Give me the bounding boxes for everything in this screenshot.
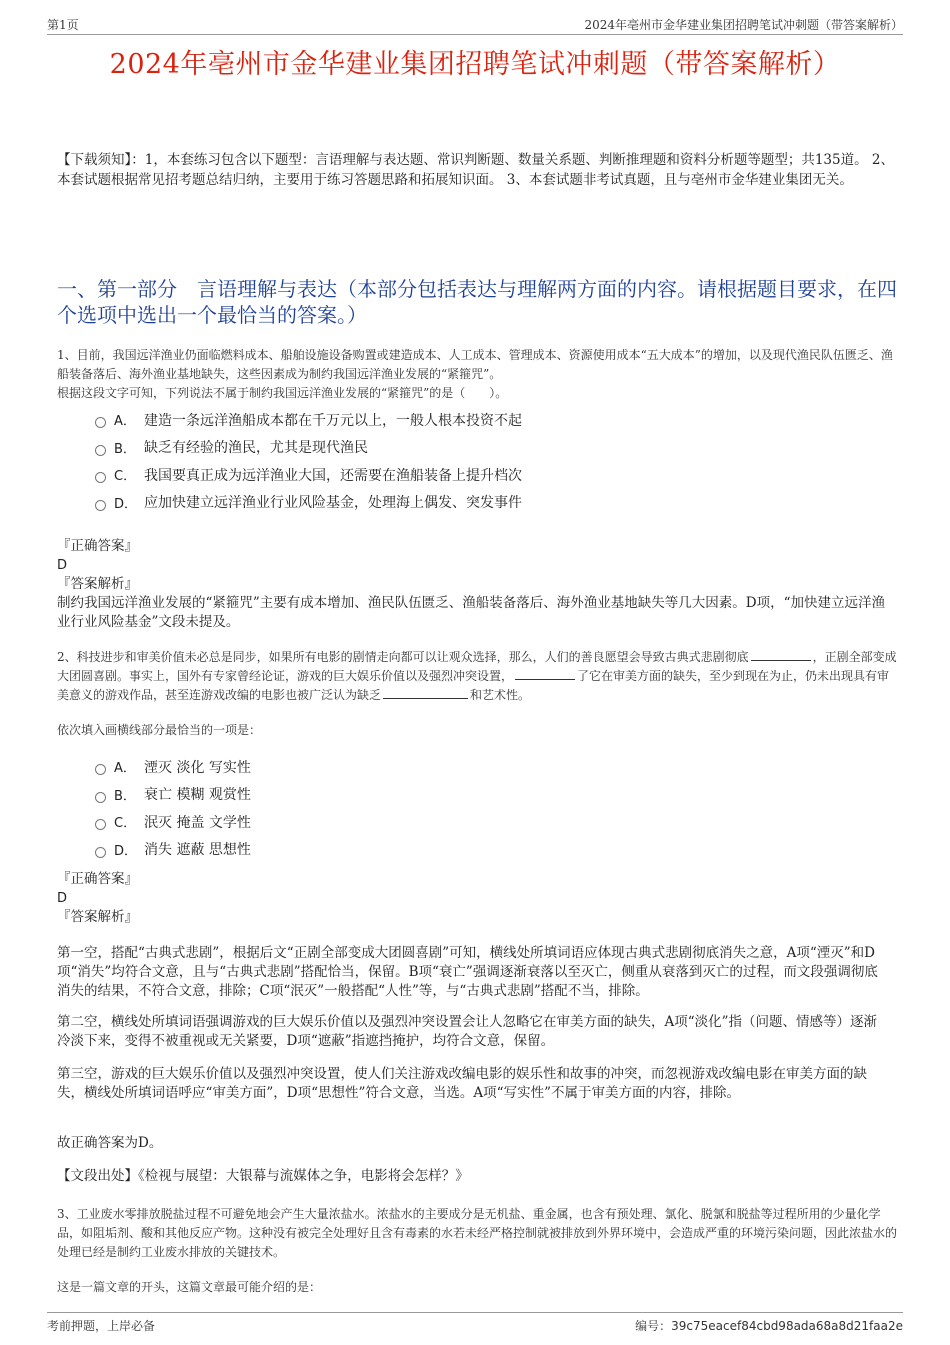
analysis-text: 制约我国远洋渔业发展的“紧箍咒”主要有成本增加、渔民队伍匮乏、渔船装备落后、海外渔业基地缺失等几大因素。D项，“加快建立远洋渔业行业风险基金”文段未提及。	[57, 595, 886, 630]
answer-value: D	[57, 891, 68, 906]
footer-slogan: 考前押题，上岸必备	[47, 1319, 156, 1333]
question-3-prompt: 这是一篇文章的开头，这篇文章最可能介绍的是：	[57, 1280, 322, 1294]
option-c[interactable]: C． 泯灭 掩盖 文学性	[95, 808, 795, 836]
analysis-label: 『答案解析』	[57, 576, 138, 592]
radio-icon[interactable]	[95, 792, 106, 803]
radio-icon[interactable]	[95, 764, 106, 775]
header-doc-title: 2024年亳州市金华建业集团招聘笔试冲刺题（带答案解析）	[584, 18, 903, 32]
radio-icon[interactable]	[95, 417, 106, 428]
page-number: 第1页	[47, 18, 79, 32]
fill-blank	[515, 667, 575, 680]
option-a[interactable]: A． 建造一条远洋渔船成本都在千万元以上，一般人根本投资不起	[95, 406, 795, 434]
option-b[interactable]: B． 缺乏有经验的渔民，尤其是现代渔民	[95, 434, 795, 462]
analysis-label: 『答案解析』	[57, 909, 138, 925]
question-1-text: 1、目前，我国远洋渔业仍面临燃料成本、船舶设施设备购置或建造成本、人工成本、管理成本、资源使用成本“五大成本”的增加，以及现代渔民队伍匮乏、渔船装备落后、海外渔业基地缺失，这些因素成为制约我国远洋渔业发展的“紧箍咒”。	[57, 348, 893, 381]
page-title: 2024年亳州市金华建业集团招聘笔试冲刺题（带答案解析）	[109, 49, 841, 80]
answer-label: 『正确答案』	[57, 871, 138, 887]
footer-code: 编号：39c75eacef84cbd98ada68a8d21faa2e	[635, 1319, 903, 1333]
question-1-prompt: 根据这段文字可知，下列说法不属于制约我国远洋渔业发展的“紧箍咒”的是（ ）。	[57, 386, 508, 400]
radio-icon[interactable]	[95, 819, 106, 830]
question-2: 2、科技进步和审美价值未必总是同步，如果所有电影的剧情走向都可以让观众选择，那么，人们的善良愿望会导致古典式悲剧彻底 ，正剧全部变成大团圆喜剧。事实上，国外有专家曾经论证，游戏的巨大娱乐价值以及强烈冲突设置， 了它在审美方面的缺失，至少到现在为止，仍未出现具有审美意义的游戏作品，甚至连游戏改编的电影也被广泛认为缺乏 和艺术性。	[57, 650, 897, 702]
page-header	[47, 14, 903, 35]
fill-blank	[383, 686, 468, 699]
question-3-text: 3、工业废水零排放脱盐过程不可避免地会产生大量浓盐水。浓盐水的主要成分是无机盐、重金属，也含有预处理、氯化、脱氯和脱盐等过程所用的少量化学品，如阻垢剂、酸和其他反应产物。这种没有被完全处理好且含有毒素的水若未经严格控制就被排放到外界环境中，会造成严重的环境污染问题，因此浓盐水的处理已经是制约工业废水排放的关键技术。	[57, 1207, 898, 1259]
answer-label: 『正确答案』	[57, 538, 138, 554]
download-notice: 【下载须知】：1，本套练习包含以下题型：言语理解与表达题、常识判断题、数量关系题、判断推理题和资料分析题等题型；共135道。 2、本套试题根据常见招考题总结归纳，主要用于练习答题思路和拓展知识面。 3、本套试题非考试真题，且与亳州市金华建业集团无关。	[57, 152, 894, 188]
question-2-answer	[57, 870, 897, 927]
analysis-paragraph-2: 第二空，横线处所填词语强调游戏的巨大娱乐价值以及强烈冲突设置会让人忽略它在审美方面的缺失，A项“淡化”指（问题、情感等）逐渐冷淡下来，变得不被重视或无关紧要，D项“遮蔽”指遮挡掩护，均符合文意，保留。	[57, 1014, 878, 1049]
question-1-answer	[57, 537, 897, 632]
section-heading: 一、第一部分 言语理解与表达（本部分包括表达与理解两方面的内容。请根据题目要求，在四个选项中选出一个最恰当的答案。）	[57, 277, 897, 327]
answer-value: D	[57, 558, 68, 573]
radio-icon[interactable]	[95, 445, 106, 456]
analysis-conclusion: 故正确答案为D。	[57, 1135, 163, 1151]
question-1-options	[95, 406, 795, 516]
option-a[interactable]: A． 湮灭 淡化 写实性	[95, 753, 795, 781]
question-1	[57, 346, 897, 403]
option-b[interactable]: B． 衰亡 模糊 观赏性	[95, 781, 795, 809]
analysis-paragraph-1: 第一空，搭配“古典式悲剧”，根据后文“正剧全部变成大团圆喜剧”可知，横线处所填词语应体现古典式悲剧彻底消失之意，A项“湮灭”和D项“消失”均符合文意，且与“古典式悲剧”搭配恰当，保留。B项“衰亡”强调逐渐衰落以至灭亡，侧重从衰落到灭亡的过程，而文段强调彻底消失的结果，不符合文意，排除；C项“泯灭”一般搭配“人性”等，与“古典式悲剧”搭配不当，排除。	[57, 945, 878, 999]
page-footer	[47, 1312, 903, 1335]
option-d[interactable]: D． 消失 遮蔽 思想性	[95, 836, 795, 864]
radio-icon[interactable]	[95, 847, 106, 858]
option-d[interactable]: D． 应加快建立远洋渔业行业风险基金，处理海上偶发、突发事件	[95, 489, 795, 517]
question-2-prompt: 依次填入画横线部分最恰当的一项是：	[57, 723, 262, 737]
radio-icon[interactable]	[95, 500, 106, 511]
fill-blank	[751, 648, 811, 661]
radio-icon[interactable]	[95, 472, 106, 483]
source-citation: 【文段出处】《检视与展望：大银幕与流媒体之争，电影将会怎样？》	[57, 1168, 469, 1184]
analysis-paragraph-3: 第三空，游戏的巨大娱乐价值以及强烈冲突设置，使人们关注游戏改编电影的娱乐性和故事的冲突，而忽视游戏改编电影在审美方面的缺失，横线处所填词语呼应“审美方面”，D项“思想性”符合文意，当选。A项“写实性”不属于审美方面的内容，排除。	[57, 1066, 867, 1101]
option-c[interactable]: C． 我国要真正成为远洋渔业大国，还需要在渔船装备上提升档次	[95, 461, 795, 489]
question-2-options	[95, 753, 795, 863]
